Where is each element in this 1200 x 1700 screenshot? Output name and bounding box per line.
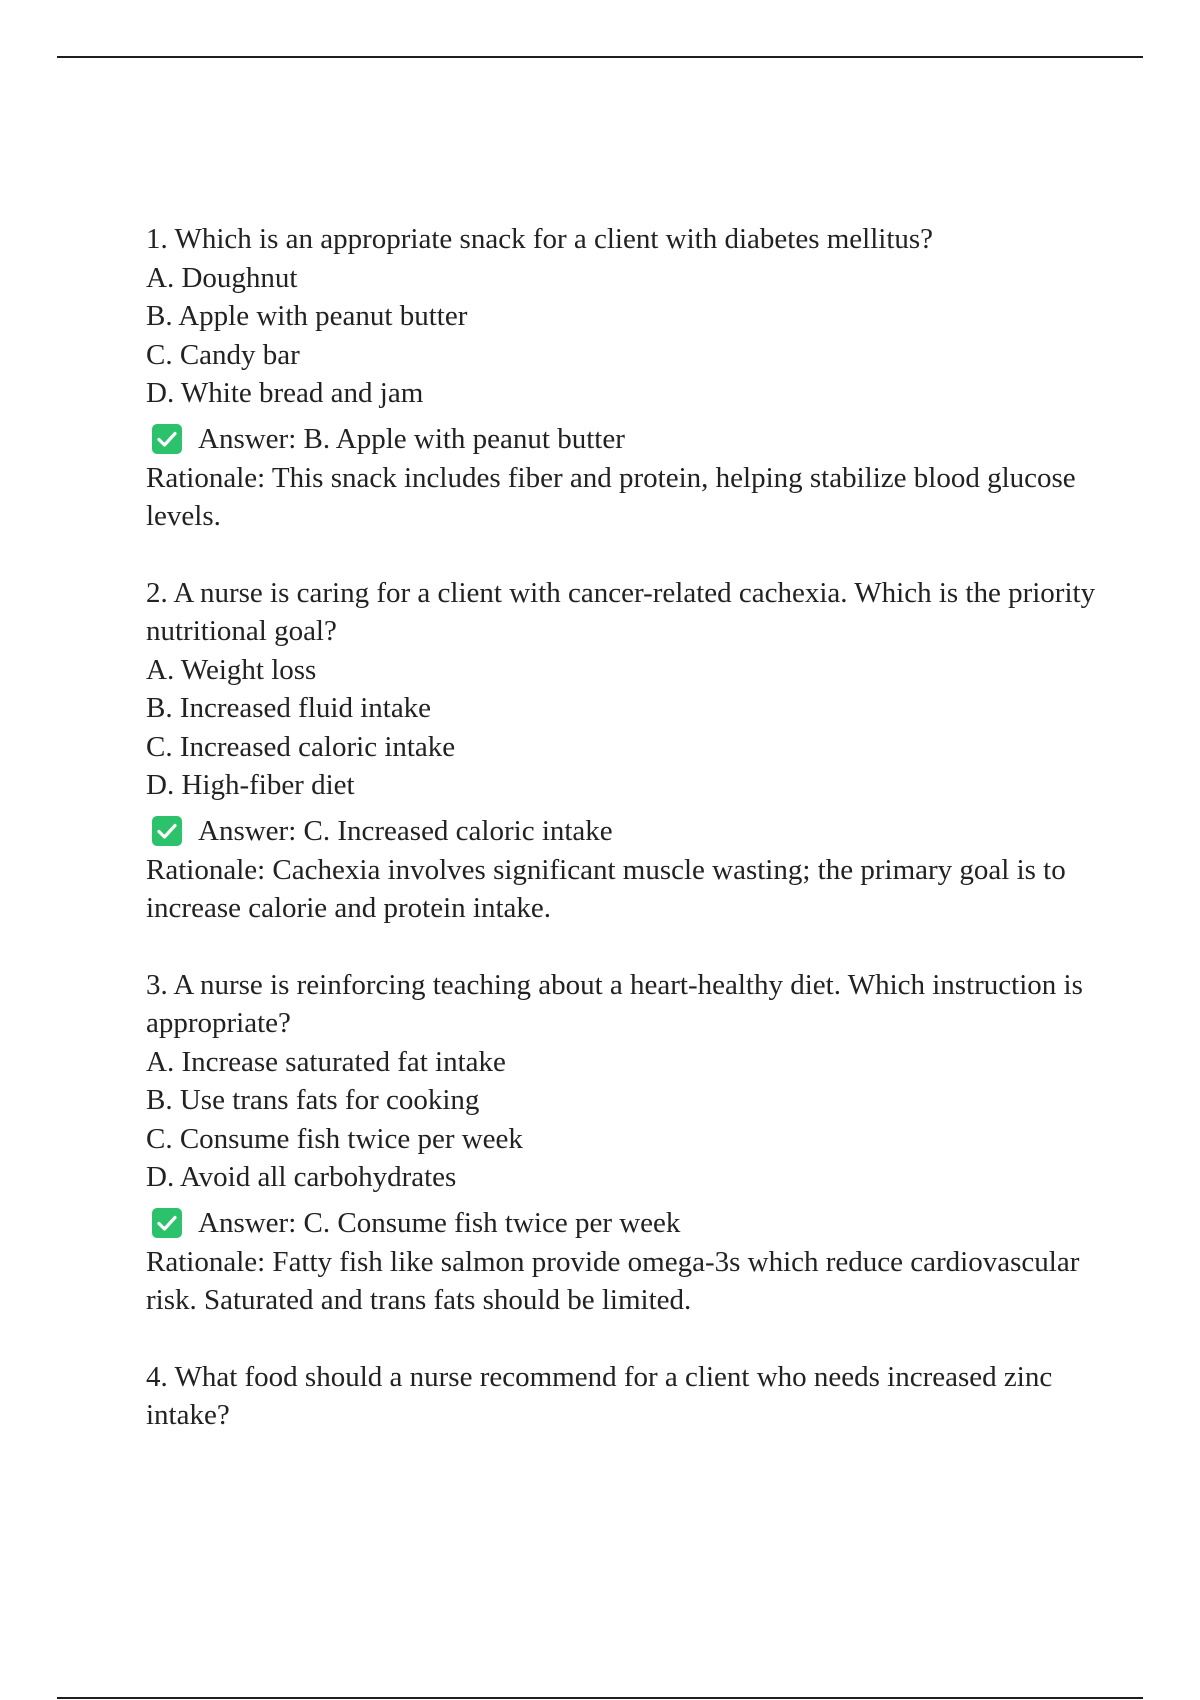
option-c: C. Candy bar <box>146 338 300 371</box>
header-rule <box>57 56 1143 58</box>
answer-text: Answer: B. Apple with peanut butter <box>198 422 625 455</box>
rationale-text: Rationale: Fatty fish like salmon provide omega-3s which reduce cardiovascular risk. Saturated and trans fats should be limited. <box>146 1245 1080 1316</box>
document-body <box>146 220 1096 1435</box>
option-b: B. Use trans fats for cooking <box>146 1084 480 1116</box>
option-d: D. High-fiber diet <box>146 769 355 801</box>
question-4 <box>146 1358 1096 1435</box>
option-b: B. Apple with peanut butter <box>146 300 468 332</box>
rationale-text: Rationale: Cachexia involves significant muscle wasting; the primary goal is to increase calorie and protein intake. <box>146 853 1066 924</box>
rationale-text: Rationale: This snack includes fiber and protein, helping stabilize blood glucose levels. <box>146 461 1076 532</box>
question-stem: 1. Which is an appropriate snack for a client with diabetes mellitus? <box>146 223 934 255</box>
question-stem: 4. What food should a nurse recommend for a client who needs increased zinc intake? <box>146 1360 1053 1431</box>
question-3 <box>146 966 1096 1320</box>
option-d: D. White bread and jam <box>146 377 424 409</box>
option-a: A. Doughnut <box>146 261 298 294</box>
question-2 <box>146 574 1096 928</box>
footer-rule <box>57 1697 1143 1699</box>
answer-text: Answer: C. Consume fish twice per week <box>198 1206 681 1239</box>
answer-line <box>146 1203 1096 1243</box>
option-c: C. Consume fish twice per week <box>146 1122 523 1155</box>
check-mark-icon <box>152 816 182 846</box>
option-c: C. Increased caloric intake <box>146 730 456 763</box>
check-mark-icon <box>152 1208 182 1238</box>
question-stem: 2. A nurse is caring for a client with cancer-related cachexia. Which is the priority nutritional goal? <box>146 576 1096 647</box>
option-b: B. Increased fluid intake <box>146 692 432 724</box>
option-d: D. Avoid all carbohydrates <box>146 1161 457 1193</box>
question-stem: 3. A nurse is reinforcing teaching about a heart-healthy diet. Which instruction is appropriate? <box>146 968 1083 1039</box>
answer-line <box>146 419 1096 459</box>
answer-text: Answer: C. Increased caloric intake <box>198 814 613 847</box>
check-mark-icon <box>152 424 182 454</box>
answer-line <box>146 811 1096 851</box>
question-1 <box>146 220 1096 536</box>
option-a: A. Increase saturated fat intake <box>146 1045 506 1078</box>
option-a: A. Weight loss <box>146 653 317 686</box>
